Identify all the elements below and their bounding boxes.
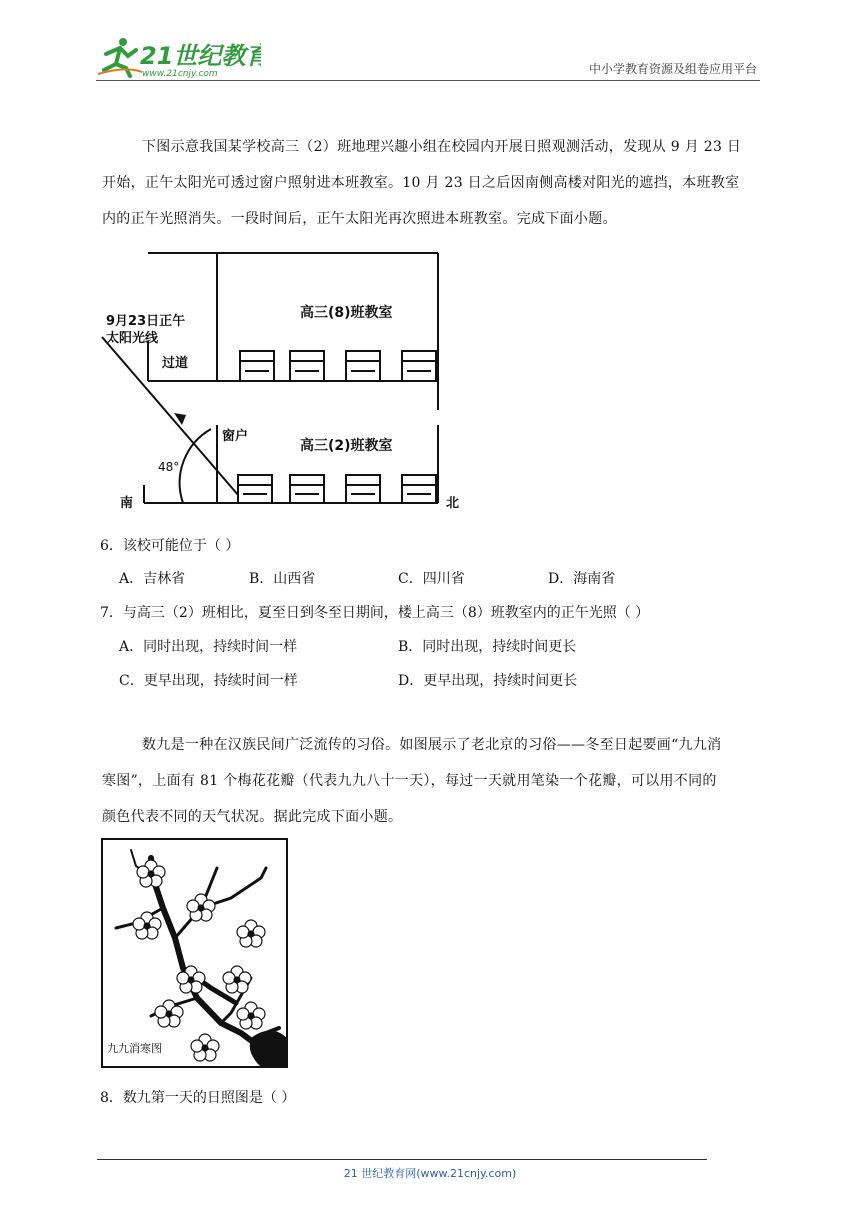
lower-room-label: 高三(2)班教室: [300, 438, 393, 454]
intro1-line3: 内的正午光照消失。一段时间后，正午太阳光再次照进本班教室。完成下面小题。: [102, 211, 617, 227]
q7-option-c: C．更早出现，持续时间一样: [119, 673, 298, 689]
header-divider: [96, 80, 760, 81]
intro1-line1: 下图示意我国某学校高三（2）班地理兴趣小组在校园内开展日照观测活动，发现从 9 月 23 日: [142, 139, 742, 155]
sun-label-line1: 9月23日正午: [106, 314, 186, 329]
q6-option-b: B．山西省: [249, 571, 316, 587]
upper-desks: [240, 351, 436, 381]
intro2-line3: 颜色代表不同的天气状况。据此完成下面小题。: [102, 809, 403, 825]
intro2-line2: 寒图”，上面有 81 个梅花花瓣（代表九九八十一天），每过一天就用笔染一个花瓣，可以用不同的: [102, 773, 717, 789]
q7-option-b: B．同时出现，持续时间更长: [398, 639, 577, 655]
question-6-stem: 6．该校可能位于（ ）: [100, 538, 240, 554]
sun-label-line2: 太阳光线: [106, 331, 159, 346]
runner-icon: [98, 38, 142, 76]
plum-blossom-chart: [101, 838, 288, 1068]
footer-text: 21 世纪教育网(www.21cnjy.com): [343, 1167, 517, 1180]
lower-desks: [238, 475, 436, 503]
intro2-line1: 数九是一种在汉族民间广泛流传的习俗。如图展示了老北京的习俗——冬至日起要画“九九消: [142, 737, 722, 753]
question-8-stem: 8．数九第一天的日照图是（ ）: [100, 1090, 296, 1106]
window-label: 窗户: [222, 429, 249, 444]
chart-caption: 九九消寒图: [107, 1042, 162, 1055]
q6-option-c: C．四川省: [398, 571, 465, 587]
intro-paragraph-2: [102, 727, 762, 835]
corridor-label: 过道: [162, 356, 189, 371]
south-label: 南: [120, 496, 134, 511]
angle-label: 48°: [158, 460, 180, 474]
q6-option-d: D．海南省: [548, 571, 616, 587]
logo-url: www.21cnjy.com: [142, 69, 218, 79]
footer-divider: [97, 1159, 707, 1160]
north-label: 北: [446, 496, 460, 511]
classroom-sunlight-diagram: [100, 245, 470, 515]
upper-room-label: 高三(8)班教室: [300, 305, 393, 321]
q7-option-d: D．更早出现，持续时间更长: [398, 673, 578, 689]
q6-option-a: A．吉林省: [119, 571, 186, 587]
site-logo: [96, 36, 261, 80]
intro-paragraph-1: [102, 129, 762, 237]
logo-text: 21世纪教育: [140, 42, 261, 70]
intro1-line2: 开始，正午太阳光可透过窗户照射进本班教室。10 月 23 日之后因南侧高楼对阳光的遮挡，本班教室: [102, 175, 740, 191]
question-7-stem: 7．与高三（2）班相比，夏至日到冬至日期间，楼上高三（8）班教室内的正午光照（ ）: [100, 605, 650, 621]
q7-option-a: A．同时出现，持续时间一样: [119, 639, 298, 655]
header-tagline: 中小学教育资源及组卷应用平台: [588, 62, 757, 76]
